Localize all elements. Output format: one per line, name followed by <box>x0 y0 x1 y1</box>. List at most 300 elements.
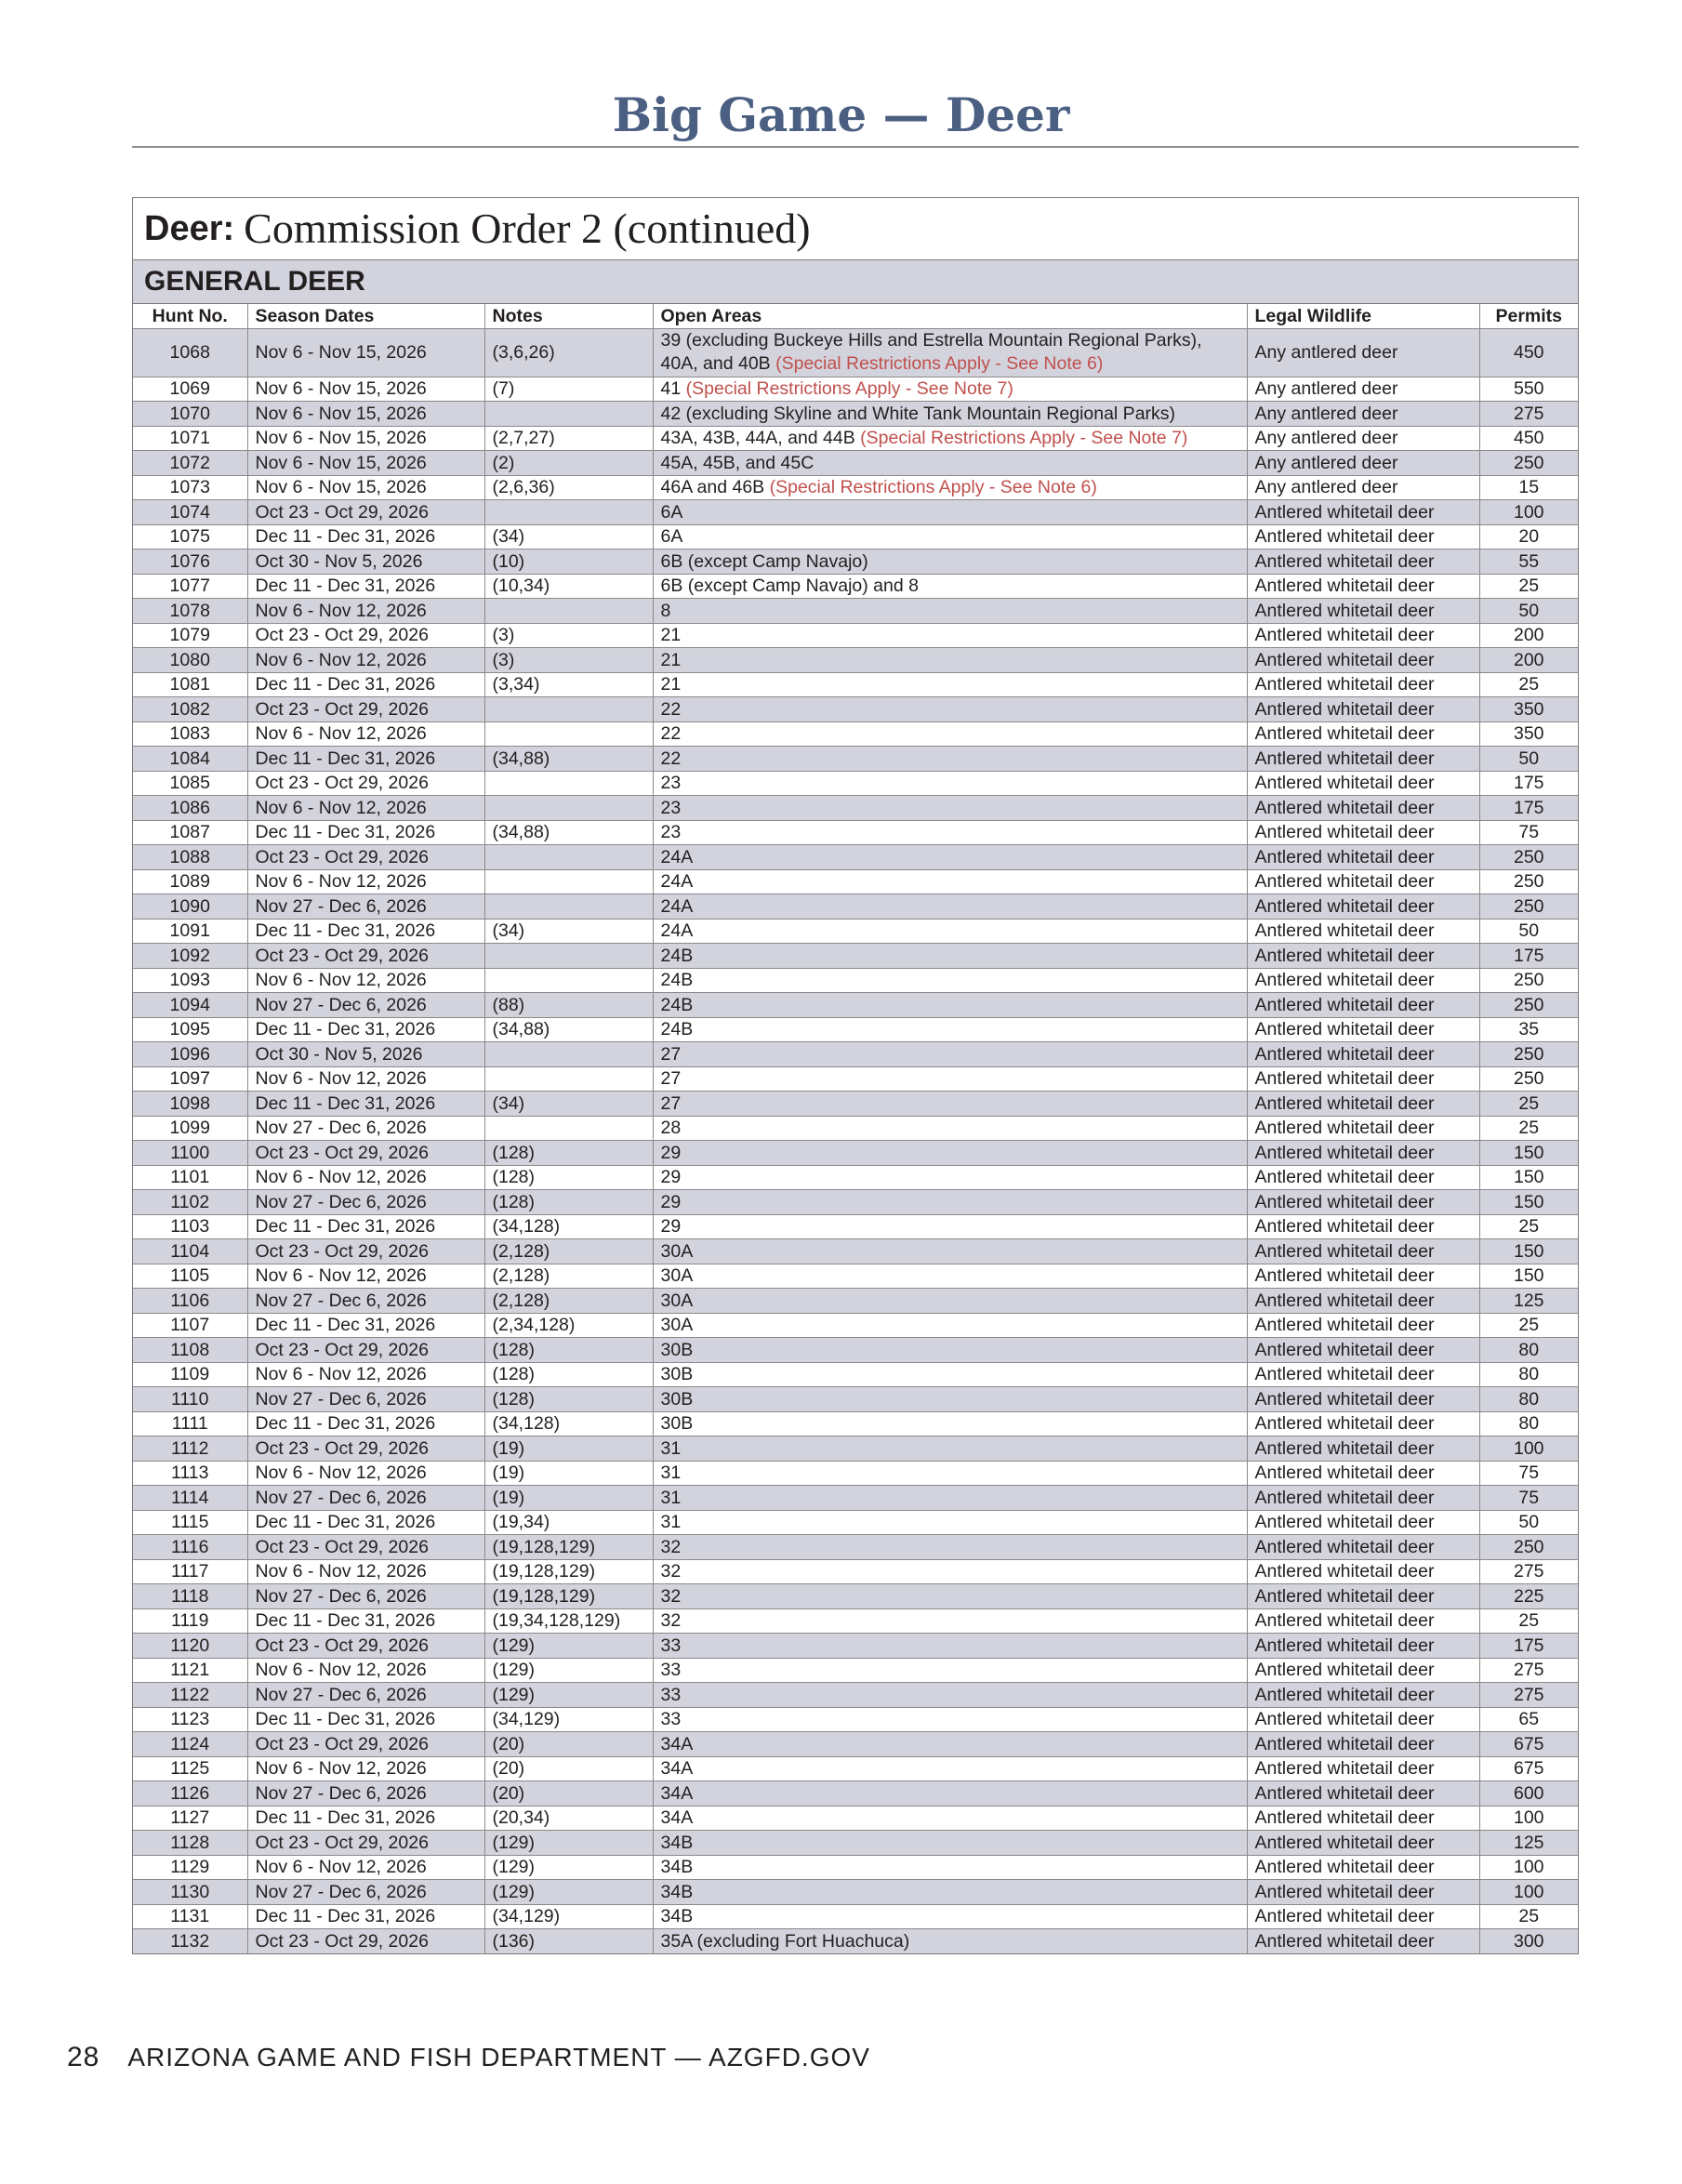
legal-wildlife-cell: Antlered whitetail deer <box>1247 1190 1479 1215</box>
hunt-number-cell: 1109 <box>133 1362 247 1387</box>
season-dates-cell: Oct 23 - Oct 29, 2026 <box>247 1831 484 1856</box>
hunt-number-cell: 1107 <box>133 1313 247 1338</box>
notes-cell: (34) <box>484 524 653 549</box>
season-dates-cell: Oct 23 - Oct 29, 2026 <box>247 1929 484 1953</box>
notes-cell <box>484 1042 653 1067</box>
permits-cell: 25 <box>1479 1214 1578 1239</box>
table-row <box>133 721 1578 747</box>
legal-wildlife-cell: Antlered whitetail deer <box>1247 672 1479 697</box>
permits-cell: 200 <box>1479 648 1578 673</box>
open-areas-text: 21 <box>660 625 682 646</box>
special-restriction-note: (Special Restrictions Apply - See Note 7) <box>685 378 1013 400</box>
notes-cell: (128) <box>484 1362 653 1387</box>
open-areas-text: 32 <box>660 1536 682 1557</box>
season-dates-cell: Nov 27 - Dec 6, 2026 <box>247 1116 484 1141</box>
season-dates-cell: Oct 23 - Oct 29, 2026 <box>247 1338 484 1363</box>
permits-cell: 100 <box>1479 1855 1578 1880</box>
table-row <box>133 1066 1578 1092</box>
open-areas-text: 39 (excluding Buckeye Hills and Estrella Mountain Regional Parks), 40A, and 40B <box>660 330 1202 374</box>
season-dates-cell: Oct 30 - Nov 5, 2026 <box>247 549 484 575</box>
permits-cell: 250 <box>1479 845 1578 870</box>
open-areas-cell <box>653 993 1247 1018</box>
open-areas-cell <box>653 869 1247 894</box>
season-dates-cell: Dec 11 - Dec 31, 2026 <box>247 1904 484 1929</box>
notes-cell <box>484 771 653 796</box>
hunt-number-cell: 1114 <box>133 1486 247 1511</box>
notes-cell: (34) <box>484 1092 653 1117</box>
notes-cell: (10,34) <box>484 574 653 599</box>
open-areas-text: 43A, 43B, 44A, and 44B <box>660 428 855 449</box>
permits-cell: 50 <box>1479 747 1578 772</box>
season-dates-cell: Oct 30 - Nov 5, 2026 <box>247 1042 484 1067</box>
notes-cell: (34,128) <box>484 1214 653 1239</box>
open-areas-cell <box>653 1239 1247 1264</box>
season-dates-cell: Nov 6 - Nov 15, 2026 <box>247 402 484 427</box>
permits-cell: 100 <box>1479 1880 1578 1905</box>
open-areas-text: 21 <box>660 674 682 695</box>
open-areas-cell <box>653 1806 1247 1831</box>
legal-wildlife-cell: Any antlered deer <box>1247 426 1479 451</box>
hunt-number-cell: 1080 <box>133 648 247 673</box>
legal-wildlife-cell: Antlered whitetail deer <box>1247 869 1479 894</box>
table-row <box>133 1092 1578 1117</box>
table-row <box>133 1313 1578 1338</box>
table-header-row <box>133 304 1578 328</box>
season-dates-cell: Dec 11 - Dec 31, 2026 <box>247 820 484 845</box>
season-dates-cell: Oct 23 - Oct 29, 2026 <box>247 771 484 796</box>
legal-wildlife-cell: Any antlered deer <box>1247 402 1479 427</box>
legal-wildlife-cell: Antlered whitetail deer <box>1247 1017 1479 1042</box>
legal-wildlife-cell: Antlered whitetail deer <box>1247 721 1479 747</box>
open-areas-cell <box>653 944 1247 969</box>
open-areas-cell <box>653 1510 1247 1535</box>
season-dates-cell: Nov 6 - Nov 12, 2026 <box>247 1559 484 1584</box>
notes-cell <box>484 402 653 427</box>
table-row <box>133 549 1578 575</box>
legal-wildlife-cell: Antlered whitetail deer <box>1247 1165 1479 1190</box>
permits-cell: 80 <box>1479 1362 1578 1387</box>
notes-cell <box>484 894 653 920</box>
column-header-season-dates: Season Dates <box>247 304 484 328</box>
table-row <box>133 993 1578 1018</box>
hunt-number-cell: 1132 <box>133 1929 247 1953</box>
notes-cell <box>484 944 653 969</box>
table-row <box>133 1387 1578 1412</box>
open-areas-cell <box>653 672 1247 697</box>
notes-cell <box>484 721 653 747</box>
open-areas-cell <box>653 1387 1247 1412</box>
notes-cell <box>484 869 653 894</box>
permits-cell: 75 <box>1479 820 1578 845</box>
permits-cell: 675 <box>1479 1732 1578 1757</box>
table-row <box>133 1461 1578 1486</box>
legal-wildlife-cell: Antlered whitetail deer <box>1247 1289 1479 1314</box>
open-areas-text: 24A <box>660 846 694 867</box>
open-areas-text: 35A (excluding Fort Huachuca) <box>660 1930 910 1952</box>
permits-cell: 80 <box>1479 1338 1578 1363</box>
permits-cell: 50 <box>1479 599 1578 624</box>
open-areas-text: 23 <box>660 797 682 818</box>
notes-cell: (2,128) <box>484 1239 653 1264</box>
hunt-number-cell: 1115 <box>133 1510 247 1535</box>
section-label: GENERAL DEER <box>133 260 1578 304</box>
season-dates-cell: Nov 6 - Nov 12, 2026 <box>247 1362 484 1387</box>
hunt-number-cell: 1071 <box>133 426 247 451</box>
open-areas-text: 31 <box>660 1512 682 1533</box>
table-row <box>133 377 1578 402</box>
table-row <box>133 1239 1578 1264</box>
permits-cell: 150 <box>1479 1239 1578 1264</box>
open-areas-text: 31 <box>660 1487 682 1508</box>
open-areas-text: 33 <box>660 1660 682 1681</box>
table-row <box>133 1116 1578 1141</box>
legal-wildlife-cell: Antlered whitetail deer <box>1247 1929 1479 1953</box>
notes-cell <box>484 1066 653 1092</box>
legal-wildlife-cell: Any antlered deer <box>1247 377 1479 402</box>
open-areas-cell <box>653 402 1247 427</box>
legal-wildlife-cell: Antlered whitetail deer <box>1247 1141 1479 1166</box>
hunt-number-cell: 1110 <box>133 1387 247 1412</box>
hunt-number-cell: 1124 <box>133 1732 247 1757</box>
table-row <box>133 648 1578 673</box>
open-areas-text: 29 <box>660 1191 682 1212</box>
legal-wildlife-cell: Antlered whitetail deer <box>1247 1756 1479 1781</box>
open-areas-text: 30B <box>660 1413 694 1435</box>
hunt-number-cell: 1118 <box>133 1584 247 1609</box>
open-areas-cell <box>653 1436 1247 1462</box>
season-dates-cell: Nov 6 - Nov 15, 2026 <box>247 426 484 451</box>
permits-cell: 350 <box>1479 721 1578 747</box>
season-dates-cell: Dec 11 - Dec 31, 2026 <box>247 574 484 599</box>
open-areas-text: 28 <box>660 1118 682 1139</box>
table-row <box>133 747 1578 772</box>
permits-cell: 100 <box>1479 500 1578 525</box>
legal-wildlife-cell: Antlered whitetail deer <box>1247 1092 1479 1117</box>
season-dates-cell: Nov 27 - Dec 6, 2026 <box>247 1289 484 1314</box>
notes-cell: (7) <box>484 377 653 402</box>
table-row <box>133 1190 1578 1215</box>
open-areas-cell <box>653 919 1247 944</box>
notes-cell: (129) <box>484 1683 653 1708</box>
open-areas-cell <box>653 894 1247 920</box>
notes-cell: (19,34,128,129) <box>484 1608 653 1634</box>
open-areas-text: 30A <box>660 1265 694 1287</box>
legal-wildlife-cell: Antlered whitetail deer <box>1247 1584 1479 1609</box>
hunt-number-cell: 1077 <box>133 574 247 599</box>
season-dates-cell: Nov 6 - Nov 12, 2026 <box>247 968 484 993</box>
season-dates-cell: Nov 6 - Nov 12, 2026 <box>247 869 484 894</box>
open-areas-text: 24A <box>660 920 694 942</box>
column-header-legal-wildlife: Legal Wildlife <box>1247 304 1479 328</box>
permits-cell: 275 <box>1479 402 1578 427</box>
season-dates-cell: Oct 23 - Oct 29, 2026 <box>247 1732 484 1757</box>
permits-cell: 25 <box>1479 1608 1578 1634</box>
table-row <box>133 1362 1578 1387</box>
season-dates-cell: Oct 23 - Oct 29, 2026 <box>247 500 484 525</box>
hunt-number-cell: 1084 <box>133 747 247 772</box>
table-row <box>133 1559 1578 1584</box>
hunt-number-cell: 1083 <box>133 721 247 747</box>
notes-cell: (19,128,129) <box>484 1584 653 1609</box>
column-header-hunt-no: Hunt No. <box>133 304 247 328</box>
legal-wildlife-cell: Antlered whitetail deer <box>1247 1411 1479 1436</box>
open-areas-cell <box>653 1214 1247 1239</box>
table-row <box>133 672 1578 697</box>
permits-cell: 25 <box>1479 1092 1578 1117</box>
season-dates-cell: Nov 6 - Nov 12, 2026 <box>247 1756 484 1781</box>
open-areas-text: 41 <box>660 378 682 400</box>
hunt-number-cell: 1093 <box>133 968 247 993</box>
open-areas-text: 42 (excluding Skyline and White Tank Mountain Regional Parks) <box>660 403 1176 424</box>
hunt-number-cell: 1122 <box>133 1683 247 1708</box>
hunt-number-cell: 1128 <box>133 1831 247 1856</box>
hunt-number-cell: 1087 <box>133 820 247 845</box>
permits-cell: 250 <box>1479 1066 1578 1092</box>
season-dates-cell: Nov 27 - Dec 6, 2026 <box>247 1387 484 1412</box>
open-areas-cell <box>653 451 1247 476</box>
legal-wildlife-cell: Antlered whitetail deer <box>1247 944 1479 969</box>
special-restriction-note: (Special Restrictions Apply - See Note 6) <box>769 477 1097 498</box>
open-areas-text: 30A <box>660 1290 694 1311</box>
open-areas-text: 30B <box>660 1364 694 1385</box>
open-areas-cell <box>653 623 1247 648</box>
permits-cell: 250 <box>1479 993 1578 1018</box>
season-dates-cell: Dec 11 - Dec 31, 2026 <box>247 1214 484 1239</box>
open-areas-text: 6A <box>660 501 683 523</box>
page-title: Big Game — Deer <box>612 87 1070 142</box>
open-areas-cell <box>653 771 1247 796</box>
season-dates-cell: Nov 6 - Nov 12, 2026 <box>247 1264 484 1289</box>
legal-wildlife-cell: Antlered whitetail deer <box>1247 1904 1479 1929</box>
open-areas-cell <box>653 697 1247 722</box>
legal-wildlife-cell: Antlered whitetail deer <box>1247 524 1479 549</box>
season-dates-cell: Dec 11 - Dec 31, 2026 <box>247 747 484 772</box>
season-dates-cell: Dec 11 - Dec 31, 2026 <box>247 672 484 697</box>
table-row <box>133 1017 1578 1042</box>
season-dates-cell: Nov 27 - Dec 6, 2026 <box>247 1683 484 1708</box>
hunt-number-cell: 1121 <box>133 1658 247 1683</box>
legal-wildlife-cell: Antlered whitetail deer <box>1247 599 1479 624</box>
notes-cell: (128) <box>484 1387 653 1412</box>
season-dates-cell: Dec 11 - Dec 31, 2026 <box>247 524 484 549</box>
open-areas-cell <box>653 1683 1247 1708</box>
open-areas-cell <box>653 1017 1247 1042</box>
notes-cell <box>484 968 653 993</box>
open-areas-cell <box>653 1929 1247 1953</box>
open-areas-cell <box>653 747 1247 772</box>
table-heading-species: Deer: <box>144 209 235 248</box>
open-areas-cell <box>653 1559 1247 1584</box>
permits-cell: 100 <box>1479 1436 1578 1462</box>
legal-wildlife-cell: Antlered whitetail deer <box>1247 820 1479 845</box>
hunt-number-cell: 1090 <box>133 894 247 920</box>
open-areas-cell <box>653 1362 1247 1387</box>
notes-cell: (129) <box>484 1880 653 1905</box>
notes-cell: (129) <box>484 1855 653 1880</box>
table-row <box>133 944 1578 969</box>
legal-wildlife-cell: Antlered whitetail deer <box>1247 648 1479 673</box>
open-areas-text: 30B <box>660 1388 694 1410</box>
open-areas-text: 22 <box>660 748 682 769</box>
table-row <box>133 968 1578 993</box>
hunt-number-cell: 1098 <box>133 1092 247 1117</box>
season-dates-cell: Nov 6 - Nov 12, 2026 <box>247 1461 484 1486</box>
legal-wildlife-cell: Any antlered deer <box>1247 475 1479 500</box>
notes-cell: (34,129) <box>484 1904 653 1929</box>
season-dates-cell: Nov 27 - Dec 6, 2026 <box>247 993 484 1018</box>
notes-cell: (128) <box>484 1190 653 1215</box>
hunt-number-cell: 1070 <box>133 402 247 427</box>
table-row <box>133 1436 1578 1462</box>
table-row <box>133 869 1578 894</box>
notes-cell <box>484 500 653 525</box>
open-areas-text: 8 <box>660 600 671 621</box>
legal-wildlife-cell: Antlered whitetail deer <box>1247 993 1479 1018</box>
open-areas-cell <box>653 648 1247 673</box>
open-areas-cell <box>653 1707 1247 1732</box>
open-areas-text: 6B (except Camp Navajo) and 8 <box>660 576 919 597</box>
legal-wildlife-cell: Antlered whitetail deer <box>1247 1387 1479 1412</box>
open-areas-cell <box>653 1066 1247 1092</box>
open-areas-cell <box>653 1608 1247 1634</box>
open-areas-cell <box>653 1092 1247 1117</box>
permits-cell: 25 <box>1479 1904 1578 1929</box>
notes-cell: (34,128) <box>484 1411 653 1436</box>
hunt-number-cell: 1119 <box>133 1608 247 1634</box>
permits-cell: 50 <box>1479 1510 1578 1535</box>
open-areas-text: 29 <box>660 1142 682 1163</box>
notes-cell: (19,128,129) <box>484 1559 653 1584</box>
permits-cell: 25 <box>1479 1116 1578 1141</box>
table-row <box>133 475 1578 500</box>
table-row <box>133 1904 1578 1929</box>
legal-wildlife-cell: Antlered whitetail deer <box>1247 1634 1479 1659</box>
notes-cell <box>484 796 653 821</box>
table-row <box>133 1214 1578 1239</box>
open-areas-text: 27 <box>660 1092 682 1114</box>
notes-cell: (3,34) <box>484 672 653 697</box>
season-dates-cell: Dec 11 - Dec 31, 2026 <box>247 1092 484 1117</box>
open-areas-cell <box>653 574 1247 599</box>
open-areas-cell <box>653 1904 1247 1929</box>
permits-cell: 450 <box>1479 426 1578 451</box>
table-row <box>133 919 1578 944</box>
open-areas-cell <box>653 1634 1247 1659</box>
notes-cell: (2,128) <box>484 1289 653 1314</box>
table-row <box>133 599 1578 624</box>
permits-cell: 15 <box>1479 475 1578 500</box>
season-dates-cell: Nov 27 - Dec 6, 2026 <box>247 1486 484 1511</box>
table-row <box>133 1880 1578 1905</box>
table-row <box>133 796 1578 821</box>
table-row <box>133 623 1578 648</box>
hunt-number-cell: 1113 <box>133 1461 247 1486</box>
hunt-table-panel <box>132 197 1579 1954</box>
permits-cell: 80 <box>1479 1387 1578 1412</box>
notes-cell: (20) <box>484 1756 653 1781</box>
legal-wildlife-cell: Any antlered deer <box>1247 328 1479 377</box>
permits-cell: 150 <box>1479 1264 1578 1289</box>
legal-wildlife-cell: Antlered whitetail deer <box>1247 1486 1479 1511</box>
table-row <box>133 1510 1578 1535</box>
hunt-number-cell: 1131 <box>133 1904 247 1929</box>
open-areas-cell <box>653 820 1247 845</box>
page-footer <box>67 2042 870 2073</box>
season-dates-cell: Oct 23 - Oct 29, 2026 <box>247 697 484 722</box>
permits-cell: 200 <box>1479 623 1578 648</box>
open-areas-text: 34B <box>660 1832 694 1853</box>
legal-wildlife-cell: Antlered whitetail deer <box>1247 623 1479 648</box>
season-dates-cell: Dec 11 - Dec 31, 2026 <box>247 1411 484 1436</box>
open-areas-text: 34A <box>660 1807 694 1829</box>
open-areas-cell <box>653 721 1247 747</box>
table-row <box>133 1165 1578 1190</box>
open-areas-cell <box>653 1042 1247 1067</box>
legal-wildlife-cell: Antlered whitetail deer <box>1247 1683 1479 1708</box>
legal-wildlife-cell: Antlered whitetail deer <box>1247 1066 1479 1092</box>
permits-cell: 275 <box>1479 1658 1578 1683</box>
notes-cell: (20) <box>484 1781 653 1807</box>
table-row <box>133 771 1578 796</box>
notes-cell: (34,88) <box>484 747 653 772</box>
hunt-number-cell: 1068 <box>133 328 247 377</box>
open-areas-text: 30A <box>660 1315 694 1336</box>
open-areas-cell <box>653 1584 1247 1609</box>
season-dates-cell: Oct 23 - Oct 29, 2026 <box>247 1141 484 1166</box>
season-dates-cell: Nov 6 - Nov 15, 2026 <box>247 377 484 402</box>
legal-wildlife-cell: Antlered whitetail deer <box>1247 1658 1479 1683</box>
table-row <box>133 1535 1578 1560</box>
open-areas-cell <box>653 1535 1247 1560</box>
table-row <box>133 1411 1578 1436</box>
season-dates-cell: Dec 11 - Dec 31, 2026 <box>247 1313 484 1338</box>
open-areas-text: 27 <box>660 1043 682 1065</box>
hunt-number-cell: 1101 <box>133 1165 247 1190</box>
hunt-number-cell: 1092 <box>133 944 247 969</box>
open-areas-cell <box>653 1190 1247 1215</box>
table-row <box>133 1634 1578 1659</box>
table-row <box>133 1042 1578 1067</box>
table-row <box>133 1683 1578 1708</box>
table-row <box>133 1732 1578 1757</box>
open-areas-text: 32 <box>660 1585 682 1607</box>
permits-cell: 675 <box>1479 1756 1578 1781</box>
notes-cell: (3,6,26) <box>484 328 653 377</box>
open-areas-cell <box>653 1165 1247 1190</box>
permits-cell: 250 <box>1479 869 1578 894</box>
open-areas-cell <box>653 1880 1247 1905</box>
open-areas-cell <box>653 328 1247 377</box>
open-areas-cell <box>653 1658 1247 1683</box>
open-areas-cell <box>653 1116 1247 1141</box>
season-dates-cell: Oct 23 - Oct 29, 2026 <box>247 944 484 969</box>
hunt-number-cell: 1123 <box>133 1707 247 1732</box>
notes-cell: (20) <box>484 1732 653 1757</box>
season-dates-cell: Nov 27 - Dec 6, 2026 <box>247 1880 484 1905</box>
permits-cell: 35 <box>1479 1017 1578 1042</box>
legal-wildlife-cell: Antlered whitetail deer <box>1247 747 1479 772</box>
permits-cell: 450 <box>1479 328 1578 377</box>
notes-cell: (128) <box>484 1338 653 1363</box>
legal-wildlife-cell: Antlered whitetail deer <box>1247 1313 1479 1338</box>
open-areas-text: 45A, 45B, and 45C <box>660 452 815 473</box>
open-areas-cell <box>653 1781 1247 1807</box>
open-areas-cell <box>653 1486 1247 1511</box>
legal-wildlife-cell: Antlered whitetail deer <box>1247 1559 1479 1584</box>
table-row <box>133 1756 1578 1781</box>
table-row <box>133 820 1578 845</box>
hunt-number-cell: 1102 <box>133 1190 247 1215</box>
